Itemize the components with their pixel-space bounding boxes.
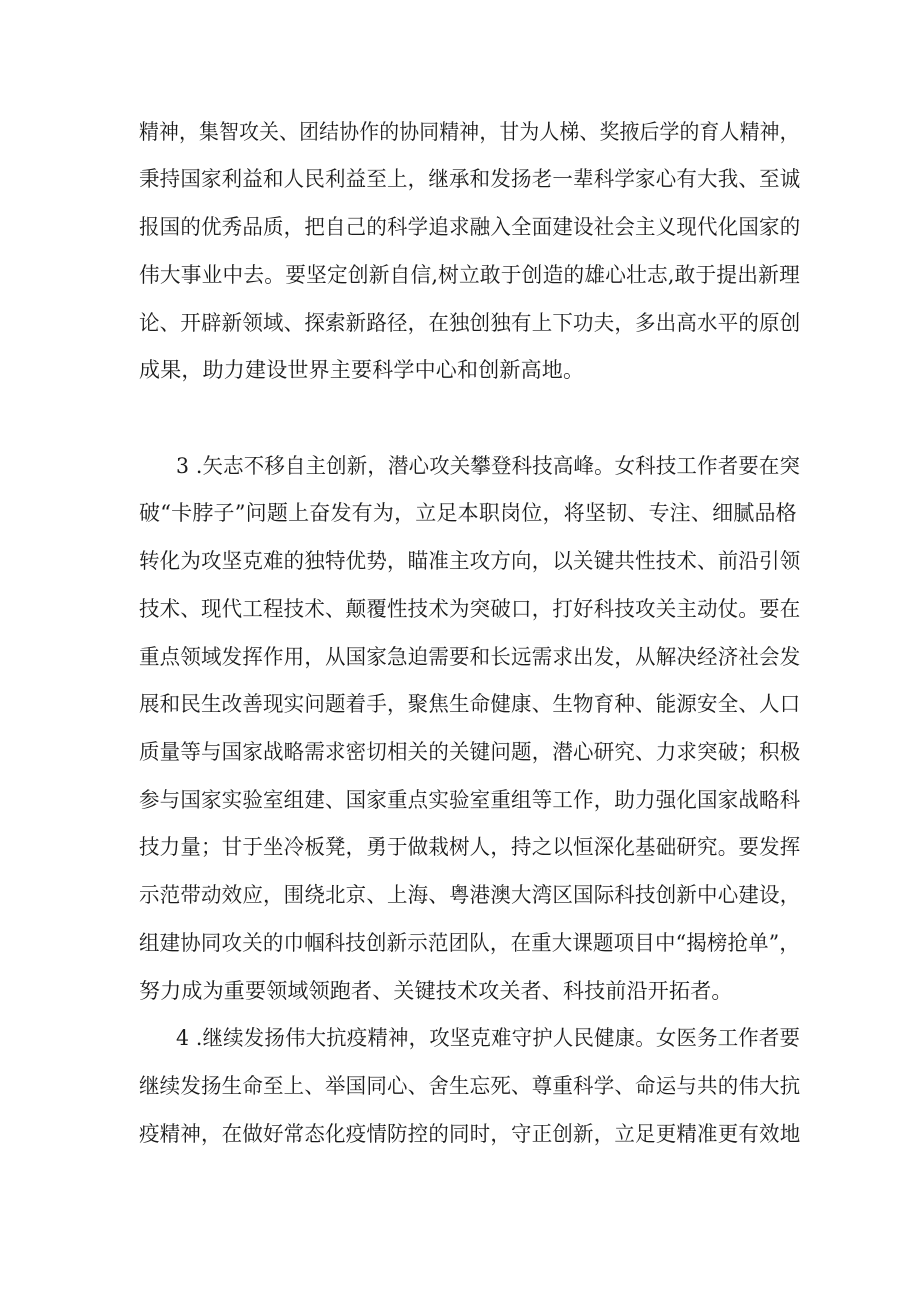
text-line: 技力量；甘于坐冷板凳，勇于做栽树人，持之以恒深化基础研究。要发挥 <box>139 835 801 859</box>
text-line: 精神，集智攻关、团结协作的协同精神，甘为人梯、奖掖后学的育人精神， <box>139 120 800 144</box>
text-line: 报国的优秀品质，把自己的科学追求融入全面建设社会主义现代化国家的 <box>139 215 801 239</box>
text-line: 转化为攻坚克难的独特优势，瞄准主攻方向，以关键共性技术、前沿引领 <box>139 549 801 573</box>
text-line: 秉持国家利益和人民利益至上，继承和发扬老一辈科学家心有大我、至诚 <box>139 167 801 191</box>
text-line: 示范带动效应，围绕北京、上海、粤港澳大湾区国际科技创新中心建设， <box>139 883 801 907</box>
text-line: 组建协同攻关的巾帼科技创新示范团队，在重大课题项目中“揭榜抢单”， <box>139 931 801 955</box>
text-line: 4 .继续发扬伟大抗疫精神，攻坚克难守护人民健康。女医务工作者要 <box>176 1026 801 1050</box>
text-line: 重点领域发挥作用，从国家急迫需要和长远需求出发，从解决经济社会发 <box>139 645 801 669</box>
text-line: 展和民生改善现实问题着手，聚焦生命健康、生物育种、能源安全、人口 <box>139 692 801 716</box>
text-line: 参与国家实验室组建、国家重点实验室重组等工作，助力强化国家战略科 <box>139 788 801 812</box>
text-line: 破“卡脖子”问题上奋发有为，立足本职岗位，将坚韧、专注、细腻品格 <box>139 501 797 525</box>
text-line: 继续发扬生命至上、举国同心、舍生忘死、尊重科学、命运与共的伟大抗 <box>139 1074 801 1098</box>
text-line: 技术、现代工程技术、颠覆性技术为突破口，打好科技攻关主动仗。要在 <box>139 597 801 621</box>
text-line: 质量等与国家战略需求密切相关的关键问题，潜心研究、力求突破；积极 <box>139 740 801 764</box>
text-line: 成果，助力建设世界主要科学中心和创新高地。 <box>139 358 585 382</box>
text-line: 努力成为重要领域领跑者、关键技术攻关者、科技前沿开拓者。 <box>139 979 733 1003</box>
text-line: 疫精神，在做好常态化疫情防控的同时，守正创新，立足更精准更有效地 <box>139 1122 801 1146</box>
text-line: 3 .矢志不移自主创新，潜心攻关攀登科技高峰。女科技工作者要在突 <box>176 454 801 478</box>
text-line: 伟大事业中去。要坚定创新自信,树立敢于创造的雄心壮志,敢于提出新理 <box>139 263 800 287</box>
text-line: 论、开辟新领域、探索新路径，在独创独有上下功夫，多出高水平的原创 <box>139 311 801 335</box>
